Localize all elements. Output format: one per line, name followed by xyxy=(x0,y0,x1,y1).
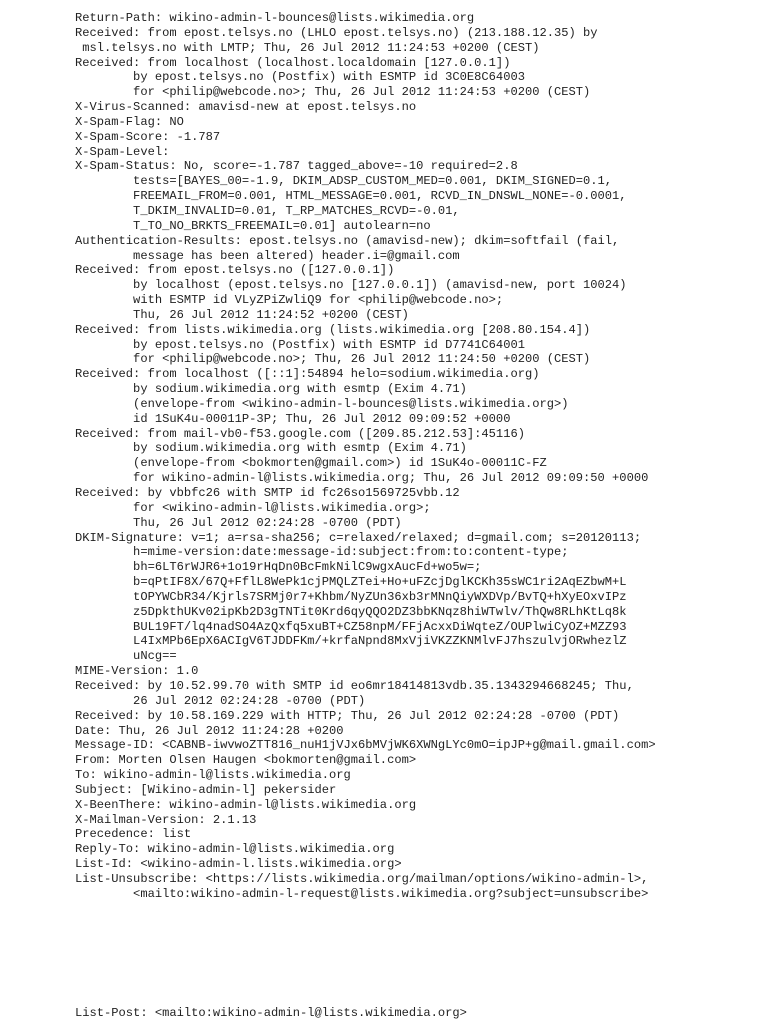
header-continuation-line: BUL19FT/lq4nadSO4AzQxfq5xuBT+CZ58npM/FFjAcxxDiWqteZ/OUPlwiCyOZ+MZZ93 xyxy=(75,619,627,634)
raw-email-headers xyxy=(75,11,656,902)
header-field-line: X-Virus-Scanned: amavisd-new at epost.telsys.no xyxy=(75,100,417,115)
header-field-line: Received: from epost.telsys.no ([127.0.0.1]) xyxy=(75,263,395,278)
header-continuation-line: FREEMAIL_FROM=0.001, HTML_MESSAGE=0.001, RCVD_IN_DNSWL_NONE=-0.0001, xyxy=(75,189,627,204)
header-continuation-line: by sodium.wikimedia.org with esmtp (Exim 4.71) xyxy=(75,441,467,456)
header-continuation-line: by epost.telsys.no (Postfix) with ESMTP id D7741C64001 xyxy=(75,337,525,352)
header-field-line: Received: from lists.wikimedia.org (lists.wikimedia.org [208.80.154.4]) xyxy=(75,322,591,337)
header-field-line: X-Spam-Level: xyxy=(75,144,170,159)
header-field-line: Received: by 10.52.99.70 with SMTP id eo6mr18414813vdb.35.1343294668245; Thu, xyxy=(75,678,634,693)
header-continuation-line: by sodium.wikimedia.org with esmtp (Exim 4.71) xyxy=(75,382,467,397)
header-continuation-line: b=qPtIF8X/67Q+FflL8WePk1cjPMQLZTei+Ho+uFZcjDglKCKh35sWC1ri2AqEZbwM+L xyxy=(75,575,627,590)
header-continuation-line: for <wikino-admin-l@lists.wikimedia.org>; xyxy=(75,500,431,515)
header-continuation-line: L4IxMPb6EpX6ACIgV6TJDDFKm/+krfaNpnd8MxVjiVKZZKNMlvFJ7hszulvjORwhezlZ xyxy=(75,634,627,649)
header-field-line: List-Id: <wikino-admin-l.lists.wikimedia.org> xyxy=(75,857,402,872)
header-field-line: Date: Thu, 26 Jul 2012 11:24:28 +0200 xyxy=(75,723,344,738)
header-continuation-line: for <philip@webcode.no>; Thu, 26 Jul 2012 11:24:53 +0200 (CEST) xyxy=(75,85,591,100)
header-field-line: Received: from localhost (localhost.localdomain [127.0.0.1]) xyxy=(75,55,511,70)
header-continuation-line: 26 Jul 2012 02:24:28 -0700 (PDT) xyxy=(75,693,366,708)
header-field-line: From: Morten Olsen Haugen <bokmorten@gmail.com> xyxy=(75,753,417,768)
header-continuation-line: for wikino-admin-l@lists.wikimedia.org; Thu, 26 Jul 2012 09:09:50 +0000 xyxy=(75,471,649,486)
header-continuation-line: uNcg== xyxy=(75,649,177,664)
header-continuation-line: (envelope-from <bokmorten@gmail.com>) id 1SuK4o-00011C-FZ xyxy=(75,456,547,471)
list-post-header: List-Post: <mailto:wikino-admin-l@lists.wikimedia.org> xyxy=(75,1006,467,1020)
header-field-line: X-Spam-Score: -1.787 xyxy=(75,129,221,144)
header-continuation-line: z5DpkthUKv02ipKb2D3gTNTit0Krd6qyQQO2DZ3bbKNqz8hiWTwlv/ThQw8RLhKtLq8k xyxy=(75,604,627,619)
header-field-line: List-Unsubscribe: <https://lists.wikimedia.org/mailman/options/wikino-admin-l>, xyxy=(75,871,649,886)
header-field-line: Received: by vbbfc26 with SMTP id fc26so1569725vbb.12 xyxy=(75,486,460,500)
header-field-line: X-Mailman-Version: 2.1.13 xyxy=(75,812,257,827)
header-continuation-line: message has been altered) header.i=@gmail.com xyxy=(75,248,460,263)
header-continuation-line: msl.telsys.no with LMTP; Thu, 26 Jul 2012 11:24:53 +0200 (CEST) xyxy=(75,40,540,55)
header-field-line: DKIM-Signature: v=1; a=rsa-sha256; c=relaxed/relaxed; d=gmail.com; s=20120113; xyxy=(75,530,642,545)
header-field-line: Received: from mail-vb0-f53.google.com ([209.85.212.53]:45116) xyxy=(75,426,525,441)
header-field-line: Reply-To: wikino-admin-l@lists.wikimedia.org xyxy=(75,842,395,857)
header-continuation-line: with ESMTP id VLyZPiZwliQ9 for <philip@webcode.no>; xyxy=(75,293,504,308)
header-continuation-line: T_TO_NO_BRKTS_FREEMAIL=0.01] autolearn=no xyxy=(75,218,431,233)
header-field-line: X-BeenThere: wikino-admin-l@lists.wikimedia.org xyxy=(75,797,417,812)
header-continuation-line: by localhost (epost.telsys.no [127.0.0.1]) (amavisd-new, port 10024) xyxy=(75,278,627,293)
header-continuation-line: Thu, 26 Jul 2012 11:24:52 +0200 (CEST) xyxy=(75,307,409,322)
header-field-line: Subject: [Wikino-admin-l] pekersider xyxy=(75,782,337,797)
header-continuation-line: <mailto:wikino-admin-l-request@lists.wikimedia.org?subject=unsubscribe> xyxy=(75,886,649,901)
header-field-line: MIME-Version: 1.0 xyxy=(75,664,199,679)
header-field-line: Message-ID: <CABNB-iwvwoZTT816_nuH1jVJx6bMVjWK6XWNgLYc0mO=ipJP+g@mail.gmail.com> xyxy=(75,738,656,753)
header-continuation-line: T_DKIM_INVALID=0.01, T_RP_MATCHES_RCVD=-0.01, xyxy=(75,203,460,218)
header-field-line: X-Spam-Status: No, score=-1.787 tagged_above=-10 required=2.8 xyxy=(75,159,518,174)
header-continuation-line: id 1SuK4u-00011P-3P; Thu, 26 Jul 2012 09:09:52 +0000 xyxy=(75,411,511,426)
header-field-line: Received: by 10.58.169.229 with HTTP; Thu, 26 Jul 2012 02:24:28 -0700 (PDT) xyxy=(75,708,620,723)
header-field-line: Received: from epost.telsys.no (LHLO epost.telsys.no) (213.188.12.35) by xyxy=(75,25,598,40)
header-continuation-line: h=mime-version:date:message-id:subject:from:to:content-type; xyxy=(75,545,569,560)
header-continuation-line: (envelope-from <wikino-admin-l-bounces@lists.wikimedia.org>) xyxy=(75,396,569,411)
header-continuation-line: tests=[BAYES_00=-1.9, DKIM_ADSP_CUSTOM_MED=0.001, DKIM_SIGNED=0.1, xyxy=(75,174,613,189)
header-field-line: Received: from localhost ([::1]:54894 helo=sodium.wikimedia.org) xyxy=(75,367,540,382)
header-continuation-line: tOPYWCbR34/Kjrls7SRMj0r7+Khbm/NyZUn36xb3rMNnQiyWXDVp/BvTQ+hXyEOxvIPz xyxy=(75,589,627,604)
header-continuation-line: by epost.telsys.no (Postfix) with ESMTP id 3C0E8C64003 xyxy=(75,70,525,85)
header-continuation-line: for <philip@webcode.no>; Thu, 26 Jul 2012 11:24:50 +0200 (CEST) xyxy=(75,352,591,367)
header-continuation-line: Thu, 26 Jul 2012 02:24:28 -0700 (PDT) xyxy=(75,515,402,530)
header-continuation-line: bh=6LT6rWJR6+1o19rHqDn0BcFmkNilC9wgxAucFd+wo5w=; xyxy=(75,560,482,575)
header-field-line: To: wikino-admin-l@lists.wikimedia.org xyxy=(75,768,351,783)
header-field-line: X-Spam-Flag: NO xyxy=(75,114,184,129)
header-field-line: Precedence: list xyxy=(75,827,192,842)
header-field-line: Authentication-Results: epost.telsys.no (amavisd-new); dkim=softfail (fail, xyxy=(75,233,620,248)
header-field-line: Return-Path: wikino-admin-l-bounces@lists.wikimedia.org xyxy=(75,11,475,25)
